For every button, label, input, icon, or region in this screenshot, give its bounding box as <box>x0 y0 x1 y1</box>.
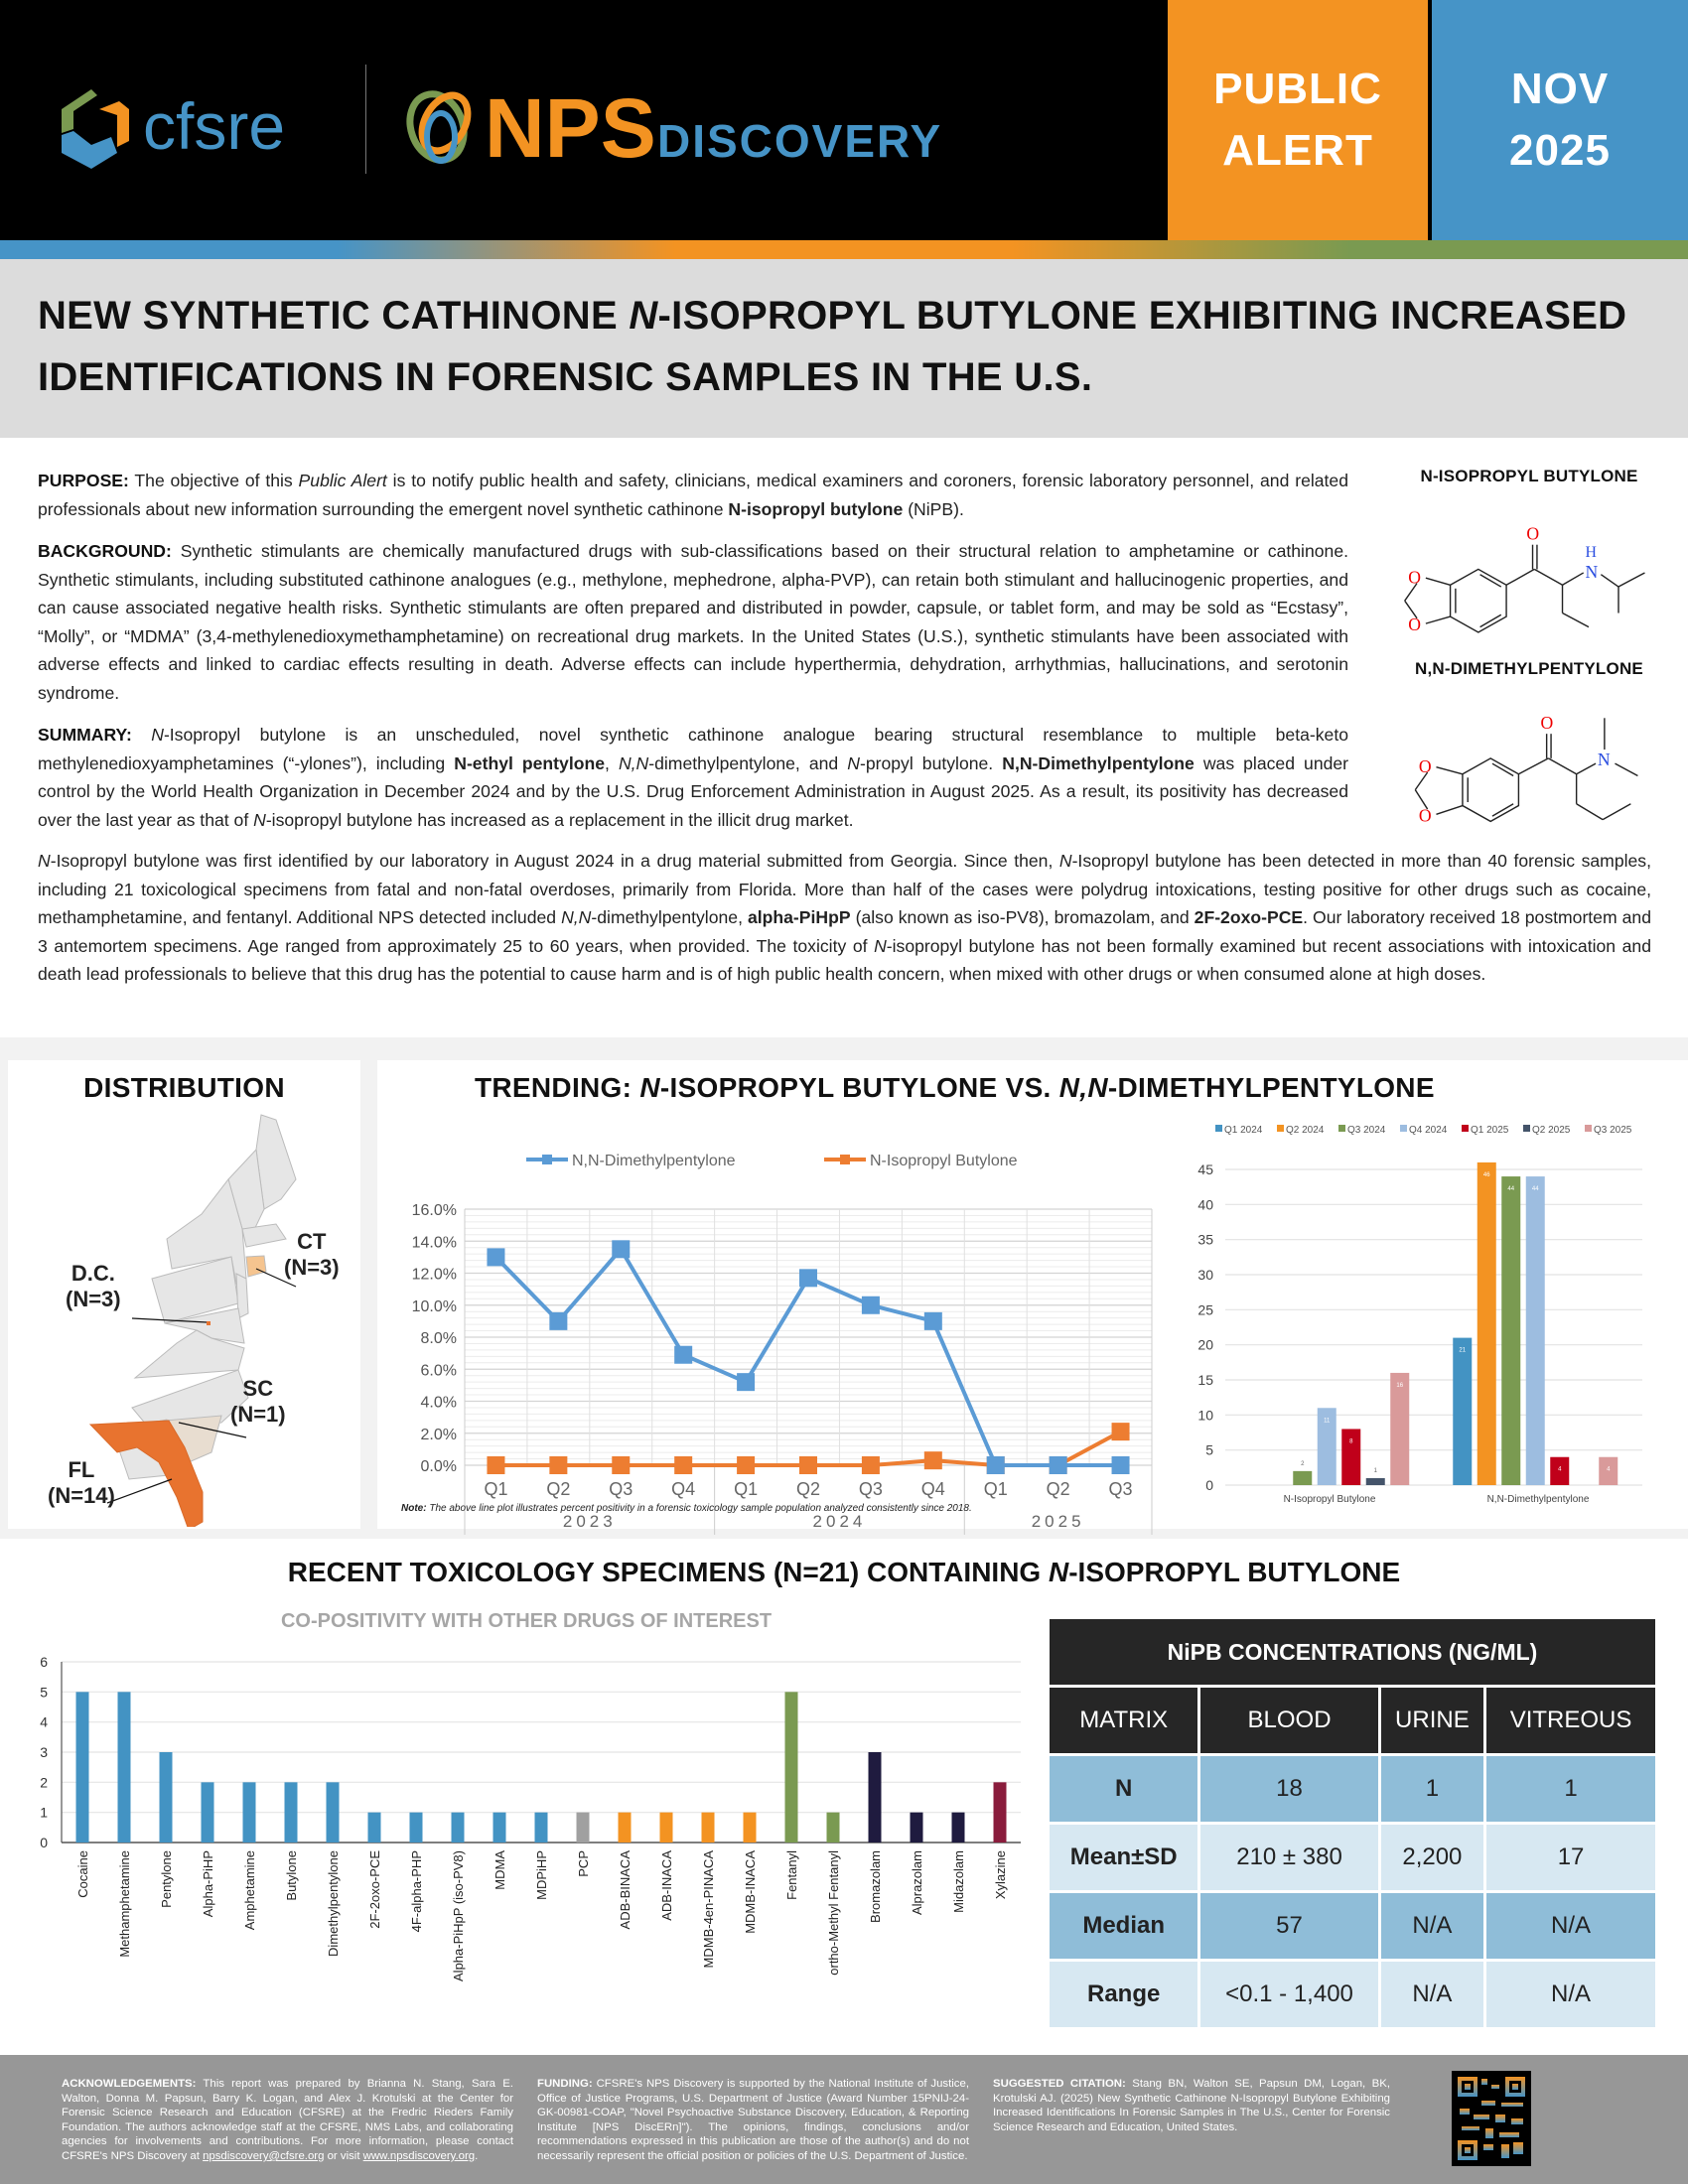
table-row <box>1050 1893 1655 1959</box>
x-category-label: N,N-Dimethylpentylone <box>1486 1494 1590 1505</box>
background-label: BACKGROUND: <box>38 541 172 561</box>
nps-wordmark: NPS <box>485 81 656 175</box>
bar <box>368 1813 381 1843</box>
bar-value-label: 1 <box>1373 1467 1377 1474</box>
atom-n: N <box>1597 749 1611 769</box>
atom-o-2: O <box>1418 756 1432 776</box>
sc-name: SC <box>242 1376 274 1401</box>
atom-h: H <box>1585 544 1597 562</box>
background-text: Synthetic stimulants are chemically manufactured drugs with sub-classifications based on their structural relation to amphetamine or cathinone. Synthetic stimulants, including substituted cathinone analogues (e.g., methylone, mephedrone, alpha-PVP), can retain both stimulant and hallucinogenic properties, and can cause associated negative health risks. Synthetic stimulants are often prepared and distributed in powder, capsule, or tablet form, and may be sold as “Ecstasy”, “Molly”, or “MDMA” (3,4-methylenedioxymethamphetamine) on recreational drug markets. In the United States (U.S.), synthetic stimulants have been associated with adverse effects and linked to cardiac effects resulting in death. Adverse effects can include hyperthermia, dehydration, arrhythmias, hallucinations, and serotonin syndrome. <box>38 541 1348 703</box>
x-category-label: Alprazolam <box>910 1850 924 1916</box>
quarterly-bar-chart <box>1172 1108 1688 1525</box>
note-text: The above line plot illustrates percent positivity in a forensic toxicology sample population analyzed consistently since 2018. <box>426 1503 972 1514</box>
detail-t11: N <box>874 935 887 956</box>
acknowledgements <box>62 2077 513 2164</box>
bar <box>535 1813 548 1843</box>
x-category-label: MDPiHP <box>534 1850 549 1900</box>
x-tick-label: Q4 <box>671 1479 696 1499</box>
color-gradient-strip <box>0 240 1688 259</box>
data-point <box>674 1456 692 1474</box>
cell: <0.1 - 1,400 <box>1200 1962 1377 2027</box>
ct-name: CT <box>297 1229 327 1254</box>
x-category-label: Amphetamine <box>242 1850 257 1931</box>
bar-value-label: 21 <box>1459 1347 1467 1354</box>
y-tick-label: 2.0% <box>420 1426 457 1443</box>
data-point <box>1112 1423 1130 1440</box>
bar <box>994 1782 1007 1843</box>
summary-t1: N <box>131 725 164 745</box>
bar <box>744 1813 757 1843</box>
cell: N/A <box>1486 1962 1655 2027</box>
trending-title-c: -ISOPROPYL BUTYLONE VS. <box>659 1072 1059 1103</box>
legend-label-6: Q3 2025 <box>1594 1125 1632 1136</box>
cell: N/A <box>1486 1893 1655 1959</box>
col-header-urine: URINE <box>1381 1688 1483 1753</box>
summary-t12: -isopropyl butylone has increased as a replacement in the illicit drug market. <box>265 809 854 830</box>
cfsre-logo <box>52 81 350 171</box>
data-point <box>674 1346 692 1364</box>
y-tick-label: 0 <box>1205 1477 1213 1493</box>
y-tick-label: 14.0% <box>411 1234 457 1252</box>
summary-t9: N,N-Dimethylpentylone <box>1002 752 1195 773</box>
trending-panel <box>377 1060 1688 1529</box>
data-point <box>549 1312 567 1330</box>
copositivity-title: CO-POSITIVITY WITH OTHER DRUGS OF INTEREST <box>280 1610 773 1632</box>
nndmp-structure-image <box>1385 683 1673 832</box>
detail-t12: -isopropyl butylone has not been formally examined but recent associations with intoxication and death lead professionals to believe that this drug has the potential to cause harm and is of high public health concern, when mixed with other drugs or when consumed alone at high doses. <box>38 935 1651 984</box>
discovery-wordmark: DISCOVERY <box>657 115 943 167</box>
legend-marker-0 <box>542 1155 552 1164</box>
atom-o-2: O <box>1408 567 1421 588</box>
data-point <box>612 1456 630 1474</box>
row-label: Median <box>1050 1893 1197 1959</box>
cell: 1 <box>1381 1756 1483 1822</box>
table-caption: NiPB CONCENTRATIONS (NG/ML) <box>1050 1619 1655 1685</box>
distribution-panel <box>8 1060 360 1529</box>
email-link[interactable]: npsdiscovery@cfsre.org <box>203 2149 325 2162</box>
data-point <box>862 1456 880 1474</box>
bar <box>243 1782 256 1843</box>
legend-label-4: Q1 2025 <box>1471 1125 1509 1136</box>
header-bar <box>0 0 1688 240</box>
bar-value-label: 2 <box>1301 1460 1305 1467</box>
y-tick-label: 10 <box>1197 1407 1213 1424</box>
cell: 2,200 <box>1381 1825 1483 1890</box>
detail-t4: -Isopropyl butylone has been detected in more than 40 forensic samples, including 21 toxicological specimens from fatal and non-fatal overdoses, primarily from Florida. More than half of the cases were polydrug intoxications, testing positive for other drugs such as cocaine, methamphetamine, and fentanyl. Additional NPS detected included <box>38 851 1651 927</box>
bar <box>785 1692 798 1843</box>
y-tick-label: 25 <box>1197 1301 1213 1318</box>
row-label: Mean±SD <box>1050 1825 1197 1890</box>
date-year: 2025 <box>1509 126 1611 175</box>
data-point <box>924 1312 942 1330</box>
x-group-label: 2025 <box>1031 1512 1085 1531</box>
bar <box>619 1813 632 1843</box>
bar <box>577 1813 590 1843</box>
bar <box>911 1813 923 1843</box>
x-category-label: 2F-2oxo-PCE <box>367 1850 382 1929</box>
cell: 18 <box>1200 1756 1377 1822</box>
legend-label-1: N-Isopropyl Butylone <box>870 1153 1018 1169</box>
public-alert-badge <box>1168 0 1428 240</box>
table-row <box>1050 1825 1655 1890</box>
y-tick-label: 15 <box>1197 1372 1213 1388</box>
purpose-text-4: N-isopropyl butylone <box>728 498 904 519</box>
copositivity-bar-chart <box>0 1648 1043 2045</box>
x-tick-label: Q3 <box>1108 1479 1133 1499</box>
data-point <box>737 1373 755 1391</box>
data-point <box>987 1456 1005 1474</box>
x-tick-label: Q1 <box>484 1479 508 1499</box>
bar-value-label: 44 <box>1507 1186 1515 1193</box>
purpose-text-2: Public Alert <box>298 471 387 490</box>
detail-t1: N <box>38 851 51 871</box>
x-tick-label: Q1 <box>983 1479 1008 1499</box>
atom-o-3: O <box>1408 614 1421 635</box>
website-link[interactable]: www.npsdiscovery.org <box>362 2149 476 2162</box>
summary-label: SUMMARY: <box>38 725 132 745</box>
background-paragraph <box>38 537 1348 707</box>
bar <box>118 1692 131 1843</box>
y-tick-label: 16.0% <box>411 1202 457 1219</box>
legend-swatch-6 <box>1585 1125 1592 1132</box>
legend-swatch-3 <box>1400 1125 1407 1132</box>
y-tick-label: 6 <box>40 1654 48 1670</box>
y-tick-label: 20 <box>1197 1336 1213 1353</box>
molecule-title-nipb: N-ISOPROPYL BUTYLONE <box>1420 467 1638 485</box>
x-category-label: Cocaine <box>75 1850 90 1898</box>
bar <box>1390 1373 1409 1485</box>
ack-or: or visit <box>324 2149 363 2162</box>
bar-value-label: 4 <box>1607 1466 1611 1473</box>
x-tick-label: Q2 <box>546 1479 571 1499</box>
map-label-sc <box>230 1376 286 1428</box>
legend-swatch-0 <box>1215 1125 1222 1132</box>
issue-date-badge <box>1432 0 1688 240</box>
row-label: Range <box>1050 1962 1197 2027</box>
legend-marker-1 <box>840 1155 850 1164</box>
data-point <box>924 1451 942 1469</box>
x-category-label: Pentylone <box>159 1850 174 1908</box>
nps-discovery-logo <box>397 79 1082 179</box>
table-row <box>1050 1756 1655 1822</box>
distribution-title: DISTRIBUTION <box>83 1072 285 1103</box>
y-tick-label: 4.0% <box>420 1394 457 1412</box>
title-italic: N <box>629 294 658 338</box>
ct-count: (N=3) <box>284 1255 340 1280</box>
funding-text: CFSRE's NPS Discovery is supported by the National Institute of Justice, Office of Justice Programs, U.S. Department of Justice (Award Number 15PNIJ-24-GK-00981-COAP, "Novel Psychoactive Substance Discovery, Education, & Reporting Institute [NPS DiscERn]"). The opinions, findings, conclusions and/or recommendations expressed in this publication are those of the author(s) and do not necessarily represent the official position or policies of the U.S. Department of Justice. <box>537 2078 969 2162</box>
x-tick-label: Q3 <box>609 1479 633 1499</box>
citation <box>993 2077 1390 2134</box>
col-header-vitreous: VITREOUS <box>1486 1688 1655 1753</box>
legend-swatch-5 <box>1523 1125 1530 1132</box>
summary-t5: N,N <box>618 752 649 773</box>
atom-o-1: O <box>1526 523 1540 544</box>
col-header-matrix: MATRIX <box>1050 1688 1197 1753</box>
x-category-label: Alpha-PiHpP (iso-PV8) <box>451 1850 466 1981</box>
map-label-fl <box>48 1457 115 1509</box>
title-text-1: NEW SYNTHETIC CATHINONE <box>38 294 630 338</box>
data-point <box>487 1456 504 1474</box>
data-point <box>799 1269 817 1287</box>
bar <box>1341 1429 1360 1485</box>
qr-code-icon[interactable] <box>1452 2071 1531 2166</box>
summary-t10: was placed under control by the World Health Organization in December 2024 and by the U.S. Drug Enforcement Administration in August 2025. As a result, its positivity has decreased over the last year as that of <box>38 752 1349 830</box>
x-category-label: 4F-alpha-PHP <box>409 1850 424 1933</box>
y-tick-label: 0 <box>40 1835 48 1850</box>
x-group-label: 2023 <box>562 1512 617 1531</box>
dc-count: (N=3) <box>66 1287 121 1311</box>
data-point <box>1050 1456 1067 1474</box>
x-category-label: Bromazolam <box>868 1850 883 1923</box>
cell: N/A <box>1381 1893 1483 1959</box>
bar <box>1453 1338 1472 1485</box>
data-point <box>487 1248 504 1266</box>
detail-t3: N <box>1058 851 1072 871</box>
y-tick-label: 1 <box>40 1804 48 1821</box>
y-tick-label: 45 <box>1197 1161 1213 1177</box>
x-tick-label: Q1 <box>734 1479 759 1499</box>
bar <box>76 1692 89 1843</box>
funding <box>537 2077 969 2164</box>
legend-label-3: Q4 2024 <box>1409 1125 1448 1136</box>
map-dc <box>207 1321 211 1325</box>
legend-swatch-2 <box>1338 1125 1345 1132</box>
detail-t7: alpha-PiHpP <box>747 907 851 927</box>
trending-title-d: N,N <box>1058 1072 1108 1103</box>
purpose-label: PURPOSE: <box>38 471 129 490</box>
x-category-label: ortho-Methyl Fentanyl <box>826 1850 841 1976</box>
data-point <box>549 1456 567 1474</box>
title-bar <box>0 259 1688 438</box>
data-point <box>1112 1456 1130 1474</box>
map-label-dc <box>66 1261 121 1312</box>
x-category-label: Butylone <box>284 1850 299 1901</box>
y-tick-label: 12.0% <box>411 1266 457 1284</box>
x-tick-label: Q2 <box>1046 1479 1070 1499</box>
funding-label: FUNDING: <box>537 2078 593 2090</box>
citation-text: Stang BN, Walton SE, Papsun DM, Logan, BK, Krotulski AJ. (2025) New Synthetic Cathinone N-Isopropyl Butylone Exhibiting Increased Identifications In Forensic Samples in The U.S., Center for Forensic Science Research and Education, United States. <box>993 2078 1390 2133</box>
y-tick-label: 4 <box>40 1713 48 1730</box>
legend-label-1: Q2 2024 <box>1286 1125 1325 1136</box>
detail-paragraph <box>38 847 1651 989</box>
bar <box>827 1813 840 1843</box>
purpose-text-1: The objective of this <box>128 471 299 490</box>
bar-value-label: 11 <box>1324 1418 1331 1425</box>
citation-label: SUGGESTED CITATION: <box>993 2078 1126 2090</box>
x-category-label: ADB-BINACA <box>618 1850 633 1930</box>
ack-label: ACKNOWLEDGEMENTS: <box>62 2078 197 2090</box>
summary-t6: -dimethylpentylone, and <box>648 752 848 773</box>
date-month: NOV <box>1510 65 1610 113</box>
tox-title-a: RECENT TOXICOLOGY SPECIMENS (N=21) CONTAINING <box>287 1557 1049 1587</box>
legend-label-0: N,N-Dimethylpentylone <box>572 1153 736 1169</box>
x-tick-label: Q3 <box>858 1479 883 1499</box>
x-category-label: Fentanyl <box>784 1850 799 1900</box>
legend-swatch-4 <box>1462 1125 1469 1132</box>
summary-t7: N <box>847 752 860 773</box>
bar-value-label: 44 <box>1531 1186 1539 1193</box>
bar <box>452 1813 465 1843</box>
summary-t11: N <box>253 809 266 830</box>
x-category-label: Xylazine <box>993 1850 1008 1900</box>
purpose-text-3: is to notify public health and safety, clinicians, medical examiners and coroners, forensic laboratory personnel, and related professionals about new information surrounding the emergent novel synthetic cathinone <box>38 471 1349 519</box>
cfsre-hex-blue <box>62 131 117 169</box>
bar <box>1501 1176 1520 1485</box>
tox-title-c: -ISOPROPYL BUTYLONE <box>1068 1557 1401 1587</box>
y-tick-label: 30 <box>1197 1267 1213 1283</box>
concentration-table <box>1047 1616 1658 2023</box>
bar <box>160 1752 173 1843</box>
cfsre-hex-green <box>62 89 97 133</box>
legend-swatch-1 <box>1277 1125 1284 1132</box>
x-category-label: Dimethylpentylone <box>326 1850 341 1957</box>
y-tick-label: 8.0% <box>420 1330 457 1347</box>
bar <box>493 1813 506 1843</box>
bar-value-label: 16 <box>1396 1382 1404 1389</box>
x-group-label: 2024 <box>812 1512 867 1531</box>
cfsre-wordmark: cfsre <box>143 89 286 163</box>
bar <box>285 1782 298 1843</box>
y-tick-label: 6.0% <box>420 1362 457 1380</box>
detail-t10: . Our laboratory received 18 postmortem and 3 antemortem specimens. Age ranged from approximately 25 to 60 years, when provided. The toxicity of <box>38 907 1651 956</box>
y-tick-label: 3 <box>40 1744 48 1760</box>
toxicology-title <box>0 1557 1688 1588</box>
alert-line-1: PUBLIC <box>1213 65 1382 113</box>
map-label-ct <box>284 1229 340 1281</box>
bar <box>1293 1471 1312 1485</box>
ack-text: This report was prepared by Brianna N. Stang, Sara E. Walton, Donna M. Papsun, Barry K. Logan, and Alex J. Krotulski at the Center for Forensic Science Research and Education (CFSRE) at the Fredric Rieders Family Foundation. The authors acknowledge staff at the CFSRE, NMS Labs, and collaborating agencies for involvements and contributions. For more information, please contact CFSRE's NPS Discovery at <box>62 2078 513 2162</box>
y-tick-label: 0.0% <box>420 1458 457 1475</box>
ack-end: . <box>475 2149 479 2162</box>
cell: 57 <box>1200 1893 1377 1959</box>
atom-o-3: O <box>1418 805 1432 826</box>
alert-line-2: ALERT <box>1222 126 1373 175</box>
bar <box>202 1782 214 1843</box>
trending-title-b: N <box>639 1072 660 1103</box>
legend-label-2: Q3 2024 <box>1347 1125 1386 1136</box>
summary-t2: -Isopropyl butylone is an unscheduled, novel synthetic cathinone analogue bearing structural resemblance to multiple beta-keto methylenedioxyamphetamines (“-ylones”), including <box>38 725 1349 773</box>
row-label: N <box>1050 1756 1197 1822</box>
legend-label-5: Q2 2025 <box>1532 1125 1571 1136</box>
molecule-title-nndmp: N,N-DIMETHYLPENTYLONE <box>1415 659 1643 678</box>
y-tick-label: 5 <box>40 1684 48 1701</box>
y-tick-label: 40 <box>1197 1196 1213 1213</box>
y-tick-label: 10.0% <box>411 1297 457 1315</box>
x-tick-label: Q2 <box>795 1479 821 1499</box>
data-point <box>612 1240 630 1258</box>
bar <box>869 1752 882 1843</box>
detail-t5: N,N <box>561 907 592 927</box>
bar <box>327 1782 340 1843</box>
map-ct <box>246 1256 266 1277</box>
logo-divider <box>365 65 366 174</box>
line-chart-note <box>401 1503 972 1514</box>
cell: 210 ± 380 <box>1200 1825 1377 1890</box>
tox-title-b: N <box>1049 1557 1069 1587</box>
bar-value-label: 46 <box>1482 1171 1490 1178</box>
x-category-label: MDMB-4en-PINACA <box>701 1850 716 1969</box>
x-category-label: Methamphetamine <box>117 1850 132 1958</box>
intro-text <box>38 467 1348 848</box>
fl-name: FL <box>68 1457 95 1482</box>
bar-value-label: 4 <box>1558 1466 1562 1473</box>
purpose-text-5: (NiPB). <box>903 498 964 519</box>
bar <box>660 1813 673 1843</box>
detail-t2: -Isopropyl butylone was first identified by our laboratory in August 2024 in a drug material submitted from Georgia. Since then, <box>50 851 1059 871</box>
detail-t9: 2F-2oxo-PCE <box>1194 907 1304 927</box>
bar <box>410 1813 423 1843</box>
sc-count: (N=1) <box>230 1402 286 1427</box>
summary-paragraph <box>38 721 1348 834</box>
trending-title-e: -DIMETHYLPENTYLONE <box>1107 1072 1435 1103</box>
y-tick-label: 35 <box>1197 1231 1213 1248</box>
bar-value-label: 8 <box>1349 1438 1353 1445</box>
x-category-label: MDMA <box>492 1850 507 1890</box>
trending-title-a: TRENDING: <box>475 1072 640 1103</box>
page-title <box>38 285 1666 408</box>
data-point <box>862 1297 880 1314</box>
note-label: Note: <box>401 1503 427 1514</box>
bar <box>952 1813 965 1843</box>
summary-t8: -propyl butylone. <box>859 752 1003 773</box>
x-category-label: ADB-INACA <box>659 1850 674 1921</box>
detail-t6: -dimethylpentylone, <box>591 907 748 927</box>
detail-t8: (also known as iso-PV8), bromazolam, and <box>850 907 1195 927</box>
table-row <box>1050 1962 1655 2027</box>
bar <box>702 1813 715 1843</box>
bar <box>1526 1176 1545 1485</box>
dc-name: D.C. <box>70 1261 115 1286</box>
col-header-blood: BLOOD <box>1200 1688 1377 1753</box>
legend-label-0: Q1 2024 <box>1224 1125 1263 1136</box>
molecule-structures <box>1385 467 1673 832</box>
y-tick-label: 2 <box>40 1774 48 1791</box>
atom-o-1: O <box>1540 712 1554 733</box>
summary-t3: N-ethyl pentylone <box>454 752 605 773</box>
nipb-structure-image <box>1385 490 1673 639</box>
y-tick-label: 5 <box>1205 1441 1213 1458</box>
x-category-label: MDMB-INACA <box>743 1850 758 1934</box>
x-category-label: Alpha-PiHP <box>201 1850 215 1918</box>
x-category-label: Midazolam <box>951 1850 966 1913</box>
bar <box>1477 1162 1496 1485</box>
cell: 17 <box>1486 1825 1655 1890</box>
summary-t4: , <box>605 752 619 773</box>
fl-count: (N=14) <box>48 1483 115 1508</box>
cell: N/A <box>1381 1962 1483 2027</box>
atom-n: N <box>1585 562 1599 583</box>
x-category-label: PCP <box>576 1850 591 1877</box>
title-text-2: -ISOPROPYL BUTYLONE EXHIBITING INCREASED IDENTIFICATIONS IN FORENSIC SAMPLES IN THE U.S. <box>38 294 1627 399</box>
bar <box>1366 1478 1385 1485</box>
data-point <box>737 1456 755 1474</box>
cell: 1 <box>1486 1756 1655 1822</box>
positivity-line-chart <box>377 1100 1172 1537</box>
x-tick-label: Q4 <box>920 1479 945 1499</box>
x-category-label: N-Isopropyl Butylone <box>1283 1494 1376 1505</box>
data-point <box>799 1456 817 1474</box>
purpose-paragraph <box>38 467 1348 523</box>
